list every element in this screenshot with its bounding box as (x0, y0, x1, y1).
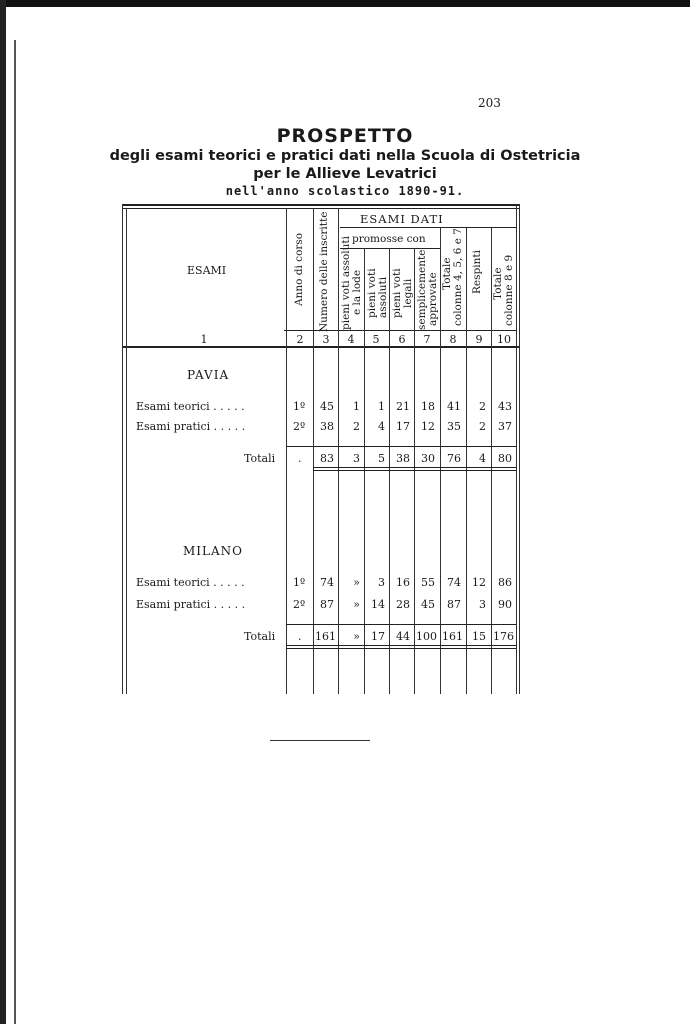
page-number: 203 (478, 96, 501, 110)
table-top-rule (122, 204, 520, 206)
totals-bottom-rule-2 (313, 470, 516, 471)
cell: 74 (447, 576, 461, 589)
row-anno: 1º (293, 400, 306, 413)
cell: 12 (472, 576, 486, 589)
table-left-rule-inner (126, 208, 127, 694)
colnum-5: 5 (372, 333, 380, 346)
totals-anno: . (298, 630, 302, 643)
total-cell: 17 (371, 630, 385, 643)
row-anno: 2º (293, 420, 306, 433)
row-label: Esami teorici . . . . . (136, 400, 245, 413)
totals-label: Totali (244, 630, 276, 643)
cell: 45 (320, 400, 334, 413)
cell: 2 (479, 420, 486, 433)
col-divider-3 (313, 208, 314, 694)
cell: 2 (479, 400, 486, 413)
cell: 38 (320, 420, 334, 433)
row-label: Esami pratici . . . . . (136, 598, 246, 611)
colnum-2: 2 (296, 333, 304, 346)
cell: 3 (378, 576, 385, 589)
header-col5-line1: pieni voti (366, 268, 378, 318)
cell: 55 (421, 576, 435, 589)
cell: 87 (447, 598, 461, 611)
header-col8-line1: Totale (441, 257, 453, 290)
cell: » (353, 576, 360, 589)
cell: 41 (447, 400, 461, 413)
cell: 14 (371, 598, 385, 611)
colnum-8: 8 (449, 333, 457, 346)
totals-bottom-rule (286, 645, 516, 646)
total-cell: 3 (353, 452, 360, 465)
cell: 87 (320, 598, 334, 611)
row-label: Esami pratici . . . . . (136, 420, 246, 433)
header-col10-line1: Totale (492, 267, 504, 300)
cell: 90 (498, 598, 512, 611)
cell: 1 (353, 400, 360, 413)
cell: 2 (353, 420, 360, 433)
header-col8-line2: colonne 4, 5, 6 e 7 (452, 228, 464, 326)
cell: » (353, 598, 360, 611)
col-divider-2 (286, 208, 287, 694)
cell: 35 (447, 420, 461, 433)
header-bottom-rule (122, 346, 520, 348)
cell: 3 (479, 598, 486, 611)
row-anno: 1º (293, 576, 306, 589)
col-divider-7 (414, 248, 415, 694)
cell: 28 (396, 598, 410, 611)
cell: 17 (396, 420, 410, 433)
cell: 74 (320, 576, 334, 589)
header-col6-line2: legali (402, 278, 414, 308)
total-cell: 83 (320, 452, 334, 465)
header-col7-line2: approvate (427, 272, 439, 326)
cell: 4 (378, 420, 385, 433)
table-left-rule (122, 204, 123, 694)
colnum-4: 4 (347, 333, 355, 346)
header-col9: Respinti (471, 250, 483, 294)
cell: 21 (396, 400, 410, 413)
col-divider-6 (389, 248, 390, 694)
header-col4-line1: pieni voti assoluti (340, 236, 352, 330)
cell: 12 (421, 420, 435, 433)
header-numero-inscritte: Numero delle inscritte (318, 211, 330, 332)
colnum-10: 10 (497, 333, 511, 346)
colnum-6: 6 (398, 333, 406, 346)
colnum-7: 7 (423, 333, 431, 346)
cell: 86 (498, 576, 512, 589)
header-anno-corso: Anno di corso (293, 232, 305, 306)
col-divider-5 (364, 248, 365, 694)
closing-rule (270, 740, 370, 741)
section-name-milano: MILANO (183, 544, 243, 558)
total-cell: 161 (442, 630, 463, 643)
colnum-1: 1 (200, 333, 208, 346)
header-col10-line2: colonne 8 e 9 (503, 254, 515, 326)
cell: 18 (421, 400, 435, 413)
row-anno: 2º (293, 598, 306, 611)
totals-top-rule (286, 624, 516, 625)
cell: 16 (396, 576, 410, 589)
totals-bottom-rule (313, 467, 516, 468)
totals-label: Totali (244, 452, 276, 465)
year-line: nell'anno scolastico 1890-91. (225, 184, 465, 198)
subtitle-line-2: per le Allieve Levatrici (253, 166, 437, 182)
total-cell: 161 (315, 630, 336, 643)
header-col4-line2: e la lode (351, 269, 363, 315)
header-promosse-con: promosse con (352, 233, 426, 245)
total-cell: 44 (396, 630, 410, 643)
total-cell: 176 (493, 630, 514, 643)
cell: 1 (378, 400, 385, 413)
header-esami: ESAMI (187, 264, 227, 277)
subtitle-line-1: degli esami teorici e pratici dati nella Scuola di Ostetricia (109, 148, 581, 164)
total-cell: 80 (498, 452, 512, 465)
header-col7-line1: semplicemente (416, 249, 428, 330)
total-cell: » (353, 630, 360, 643)
total-cell: 5 (378, 452, 385, 465)
total-cell: 76 (447, 452, 461, 465)
totals-bottom-rule-2 (286, 648, 516, 649)
table-top-rule-inner (122, 208, 520, 209)
header-esami-dati: ESAMI DATI (360, 212, 444, 226)
row-label: Esami teorici . . . . . (136, 576, 245, 589)
total-cell: 30 (421, 452, 435, 465)
totals-anno: . (298, 452, 302, 465)
cell: 37 (498, 420, 512, 433)
header-col6-line1: pieni voti (391, 268, 403, 318)
cell: 43 (498, 400, 512, 413)
total-cell: 15 (472, 630, 486, 643)
totals-top-rule (286, 446, 516, 447)
section-name-pavia: PAVIA (187, 368, 230, 382)
colnum-9: 9 (475, 333, 483, 346)
total-cell: 38 (396, 452, 410, 465)
cell: 45 (421, 598, 435, 611)
table-right-rule (516, 204, 517, 694)
total-cell: 100 (416, 630, 437, 643)
col-divider-4 (338, 208, 339, 694)
total-cell: 4 (479, 452, 486, 465)
table-right-rule-outer (519, 204, 520, 694)
esami-dati-rule (340, 227, 516, 228)
page-title: PROSPETTO (276, 125, 414, 147)
colnum-3: 3 (322, 333, 330, 346)
header-col5-line2: assoluti (377, 276, 389, 318)
